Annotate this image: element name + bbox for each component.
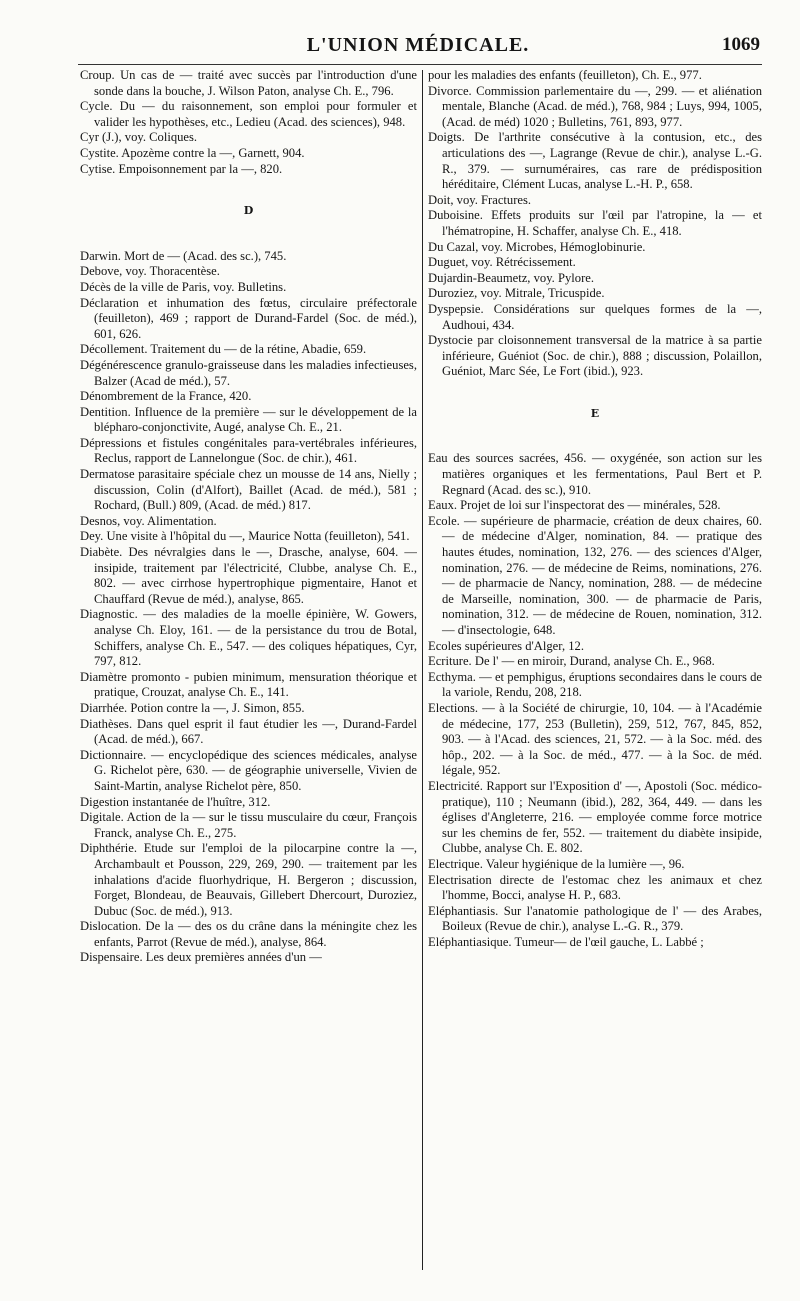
index-entry: Diamètre promonto - pubien minimum, mensuration théorique et pratique, Crouzat, analyse Ch. E., 141. (80, 669, 417, 700)
index-entry: Ecthyma. — et pemphigus, éruptions secondaires dans le cours de la variole, Rendu, 208, 218. (428, 669, 762, 700)
index-entry: Eau des sources sacrées, 456. — oxygénée, son action sur les matières organiques et les fermentations, Paul Bert et P. Regnard (Acad. des sc.), 910. (428, 451, 762, 497)
index-entry: Dictionnaire. — encyclopédique des sciences médicales, analyse G. Richelot père, 630. — de géographie universelle, Vivien de Saint-Martin, analyse Richelot père, 850. (80, 747, 417, 793)
index-entry: Dénombrement de la France, 420. (80, 389, 252, 404)
index-entry: Desnos, voy. Alimentation. (80, 513, 217, 528)
index-entry: Electrique. Valeur hygiénique de la lumière —, 96. (428, 856, 685, 871)
index-entry: Duguet, voy. Rétrécissement. (428, 255, 576, 270)
section-letter: E (590, 406, 600, 420)
index-entry: Doigts. De l'arthrite consécutive à la contusion, etc., des articulations des —, Lagrange (Revue de chir.), analyse L.-G. R., 379. — surnuméraires, cas rare de prédisposition héréditaire, Clément Lucas, analyse L.-H. P., 658. (428, 130, 762, 192)
running-title: L'UNION MÉDICALE. (306, 34, 530, 56)
index-entry: Darwin. Mort de — (Acad. des sc.), 745. (80, 248, 287, 263)
index-entry: Elections. — à la Société de chirurgie, 10, 104. — à l'Académie de médecine, 177, 253 (Bulletin), 259, 512, 767, 845, 852, 903. — à l'Acad. des sciences, 21, 572. — à la Soc. méd. des hôp., 202. — à la Soc. de méd., 477. — à la Soc. de méd. légale, 952. (428, 700, 762, 778)
index-entry: Du Cazal, voy. Microbes, Hémoglobinurie. (428, 239, 646, 254)
index-entry: Divorce. Commission parlementaire du —, 299. — et aliénation mentale, Blanche (Acad. de méd.), 768, 984 ; Luys, 994, 1005, (Acad. de méd) 1020 ; Bulletins, 761, 893, 977. (428, 83, 762, 129)
index-entry: Décollement. Traitement du — de la rétine, Abadie, 659. (80, 342, 367, 357)
index-entry: Cystite. Apozème contre la —, Garnett, 904. (80, 145, 305, 160)
index-entry: Debove, voy. Thoracentèse. (80, 264, 220, 279)
index-entry: Diagnostic. — des maladies de la moelle épinière, W. Gowers, analyse Ch. Eloy, 161. — de la persistance du trou de Botal, Schiffers, analyse Ch. E., 547. — des coliques hépatiques, Cyr, 797, 812. (80, 607, 417, 669)
index-entry: Duroziez, voy. Mitrale, Tricuspide. (428, 286, 605, 301)
index-entry: Duboisine. Effets produits sur l'œil par l'atropine, la — et l'hématropine, H. Schaffer, analyse Ch. E., 418. (428, 208, 762, 238)
index-entry: Electrisation directe de l'estomac chez les animaux et chez l'homme, Bocci, analyse H. P., 683. (428, 872, 762, 903)
index-entry: Décès de la ville de Paris, voy. Bulletins. (80, 279, 287, 294)
index-entry: Dyspepsie. Considérations sur quelques formes de la —, Audhoui, 434. (428, 301, 762, 332)
index-entry: Ecole. — supérieure de pharmacie, création de deux chaires, 60. — de médecine d'Alger, nomination, 84. — pratique des hautes études, nomination, 132, 276. — des sciences d'Alger, nomination, 276. — de médecine de Reims, nominations, 276. — de pharmacie de Nancy, nomination, 288. — de médecine de Marseille, nomination, 300. — de pharmacie de Paris, nomination, 312. — de médecine de Rouen, nomination, 312. — d'insectologie, 648. (428, 513, 762, 637)
index-entry: Dislocation. De la — des os du crâne dans la méningite chez les enfants, Parrot (Revue de méd.), analyse, 864. (80, 919, 417, 949)
index-entry: Croup. Un cas de — traité avec succès par l'introduction d'une sonde dans la bouche, J. Wilson Paton, analyse Ch. E., 796. (80, 68, 417, 98)
index-entry: Dystocie par cloisonnement transversal de la matrice à sa partie inférieure, Guéniot (Soc. de chir.), 888 ; discussion, Polaillon, Guéniot, Marc Sée, Le Fort (ibid.), 923. (428, 333, 762, 379)
index-entry: Diarrhée. Potion contre la —, J. Simon, 855. (80, 700, 305, 715)
index-entry: Eléphantiasique. Tumeur— de l'œil gauche, L. Labbé ; (428, 934, 704, 949)
index-entry: Dispensaire. Les deux premières années d'un — (80, 950, 322, 965)
index-entry: Dermatose parasitaire spéciale chez un mousse de 14 ans, Nielly ; discussion, Colin (d'Alfort), Baillet (Acad. de méd.), 581 ; Rochard, (Bull.) 809, (Acad. de méd.) 817. (80, 467, 417, 513)
index-entry: Electricité. Rapport sur l'Exposition d' —, Apostoli (Soc. médico-pratique), 110 ; Neumann (ibid.), 282, 364, 449. — dans les églises d'Angleterre, 216. — employée comme force motrice sur les chemins de fer, 552. — traitement du diabète insipide, Clubbe, analyse Ch. E. 802. (428, 778, 762, 856)
index-entry: Digestion instantanée de l'huître, 312. (80, 794, 271, 809)
index-entry: Eaux. Projet de loi sur l'inspectorat des — minérales, 528. (428, 498, 721, 513)
page-header (76, 28, 760, 64)
page-number: 1069 (722, 34, 760, 55)
index-entry: Dujardin-Beaumetz, voy. Pylore. (428, 270, 595, 285)
index-entry: pour les maladies des enfants (feuilleton), Ch. E., 977. (428, 68, 702, 82)
index-entry: Dégénérescence granulo-graisseuse dans les maladies infectieuses, Balzer (Acad de méd.), 57. (80, 357, 417, 388)
index-entry: Doit, voy. Fractures. (428, 192, 532, 207)
index-entry: Cycle. Du — du raisonnement, son emploi pour formuler et valider les hypothèses, etc., Ledieu (Acad. des sciences), 948. (80, 99, 417, 129)
left-column (80, 68, 417, 1268)
index-entry: Diathèses. Dans quel esprit il faut étudier les —, Durand-Fardel (Acad. de méd.), 667. (80, 716, 417, 747)
index-entry: Digitale. Action de la — sur le tissu musculaire du cœur, François Franck, analyse Ch. E., 275. (80, 810, 417, 840)
section-letter: D (243, 204, 254, 218)
index-entry: Déclaration et inhumation des fœtus, circulaire préfectorale (feuilleton), 469 ; rapport de Durand-Fardel (Soc. de méd.), 601, 626. (80, 295, 417, 341)
index-entry: Cyr (J.), voy. Coliques. (80, 130, 198, 145)
index-entry: Diabète. Des névralgies dans le —, Drasche, analyse, 604. — insipide, traitement par l'électricité, Clubbe, analyse Ch. E., 802. — avec cirrhose hypertrophique pigmentaire, Hanot et Chauffard (Revue de méd.), analyse, 865. (80, 545, 417, 606)
index-entry: Cytise. Empoisonnement par la —, 820. (80, 161, 283, 176)
index-entry: Dey. Une visite à l'hôpital du —, Maurice Notta (feuilleton), 541. (80, 529, 410, 544)
header-rule (78, 64, 762, 65)
index-entry: Eléphantiasis. Sur l'anatomie pathologique de l' — des Arabes, Boileux (Revue de chir.), analyse L.-G. R., 379. (428, 903, 762, 934)
index-entry: Dentition. Influence de la première — sur le développement de la blépharo-conjonctivite, Augé, analyse Ch. E., 21. (80, 404, 417, 435)
index-entry: Ecoles supérieures d'Alger, 12. (428, 638, 584, 653)
index-entry: Ecriture. De l' — en miroir, Durand, analyse Ch. E., 968. (428, 654, 715, 669)
index-entry: Diphthérie. Etude sur l'emploi de la pilocarpine contre la —, Archambault et Pousson, 229, 269, 290. — traitement par les inhalations d'acide fluorhydrique, H. Bergeron ; discussion, Forget, Blondeau, de Beauvais, Gillebert Dhercourt, Duroziez, Dubuc (Soc. de méd.), 913. (80, 841, 417, 918)
index-entry: Dépressions et fistules congénitales para-vertébrales inférieures, Reclus, rapport de Lannelongue (Soc. de chir.), 461. (80, 435, 417, 466)
column-divider (422, 70, 423, 1270)
right-column (428, 68, 762, 1268)
